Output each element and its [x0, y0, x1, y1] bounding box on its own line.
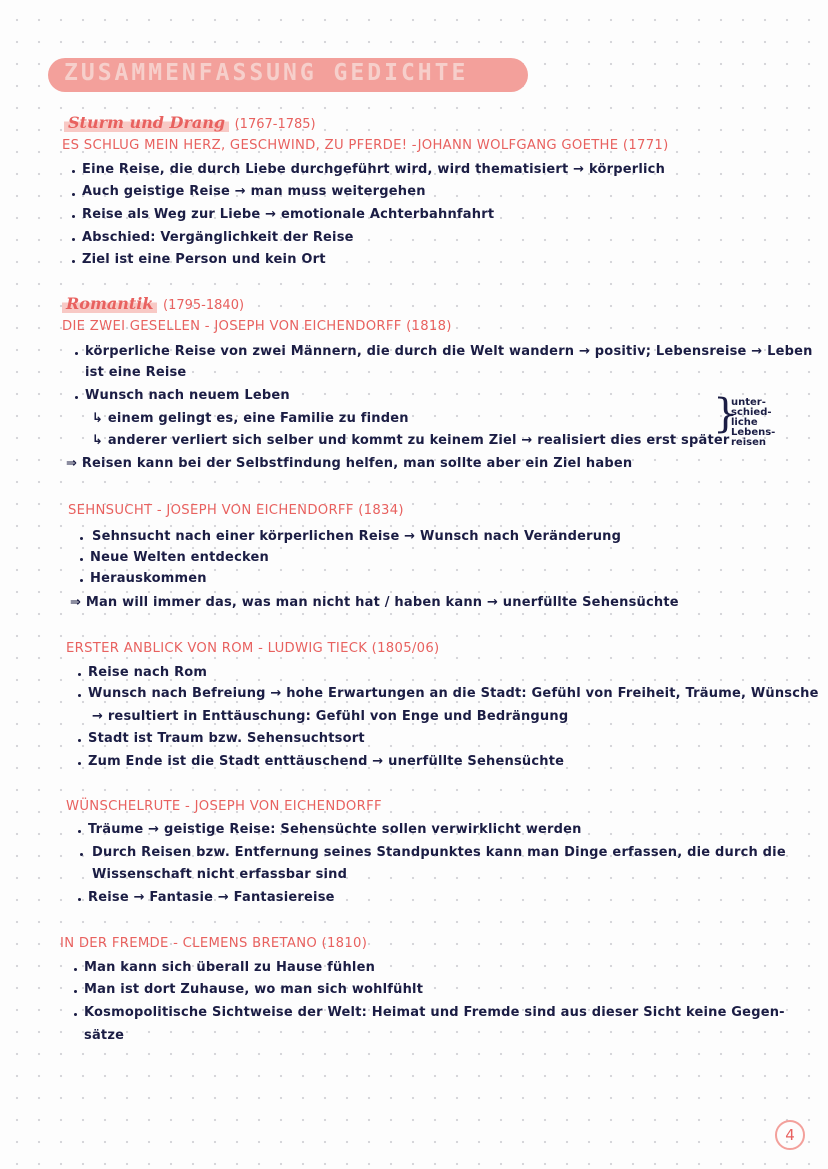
poem-title: ERSTER ANBLICK VON ROM - LUDWIG TIECK (1805/06) [66, 641, 440, 656]
bullet [72, 215, 75, 218]
bullet [80, 579, 83, 582]
brace-icon: } [713, 391, 739, 437]
poem-title: ES SCHLUG MEIN HERZ, GESCHWIND, ZU PFERDE! -JOHANN WOLFGANG GOETHE (1771) [62, 138, 669, 153]
era-name: Romantik [62, 294, 157, 313]
bullet [74, 990, 77, 993]
list-item: → resultiert in Enttäuschung: Gefühl von Enge und Bedrängung [92, 709, 569, 724]
bullet [78, 739, 81, 742]
list-item: Reise als Weg zur Liebe → emotionale Achterbahnfahrt [82, 207, 495, 222]
conclusion: ⇒ Reisen kann bei der Selbstfindung helfen, man sollte aber ein Ziel haben [66, 456, 633, 471]
list-item: Stadt ist Traum bzw. Sehensuchtsort [88, 731, 365, 746]
bullet [78, 673, 81, 676]
list-item: Zum Ende ist die Stadt enttäuschend → unerfüllte Sehensüchte [88, 754, 565, 769]
side-note: unter-schied-liche Lebens-reisen [731, 397, 776, 448]
list-item: Neue Welten entdecken [90, 550, 269, 565]
bullet [80, 558, 83, 561]
bullet [72, 260, 75, 263]
page-number: 4 [775, 1120, 805, 1150]
list-item: Herauskommen [90, 571, 207, 586]
era-heading-sturm-und-drang [64, 113, 316, 132]
bullet [78, 898, 81, 901]
list-item: Kosmopolitische Sichtweise der Welt: Heimat und Fremde sind aus dieser Sicht keine Gegen- [84, 1005, 785, 1020]
bullet [78, 830, 81, 833]
list-item: Abschied: Vergänglichkeit der Reise [82, 230, 354, 245]
era-years: (1795-1840) [163, 298, 245, 313]
bullet [80, 853, 83, 856]
list-item: körperliche Reise von zwei Männern, die durch die Welt wandern → positiv; Lebensreise → Leben [85, 344, 813, 359]
bullet [72, 170, 75, 173]
era-name: Sturm und Drang [64, 113, 229, 132]
list-item: sätze [84, 1028, 125, 1043]
bullet [75, 352, 78, 355]
page-title: ZUSAMMENFASSUNG GEDICHTE [64, 60, 469, 86]
list-item: Eine Reise, die durch Liebe durchgeführt wird, wird thematisiert → körperlich [82, 162, 666, 177]
poem-title: IN DER FREMDE - CLEMENS BRETANO (1810) [60, 936, 368, 951]
list-item: Sehnsucht nach einer körperlichen Reise → Wunsch nach Veränderung [92, 529, 622, 544]
era-years: (1767-1785) [234, 117, 316, 132]
poem-title: WÜNSCHELRUTE - JOSEPH VON EICHENDORFF [66, 799, 382, 814]
poem-title: DIE ZWEI GESELLEN - JOSEPH VON EICHENDORFF (1818) [62, 319, 452, 334]
bullet [75, 396, 78, 399]
list-item: ist eine Reise [85, 365, 187, 380]
bullet [72, 238, 75, 241]
list-item: Durch Reisen bzw. Entfernung seines Standpunktes kann man Dinge erfassen, die durch die [92, 845, 786, 860]
list-item: Man kann sich überall zu Hause fühlen [84, 960, 376, 975]
bullet [78, 694, 81, 697]
bullet [78, 762, 81, 765]
list-item: Reise nach Rom [88, 665, 208, 680]
bullet [72, 193, 75, 196]
list-item: Wunsch nach neuem Leben [85, 388, 290, 403]
list-item: Reise → Fantasie → Fantasiereise [88, 890, 335, 905]
conclusion: ⇒ Man will immer das, was man nicht hat / haben kann → unerfüllte Sehensüchte [70, 595, 679, 610]
list-item: ↳ einem gelingt es, eine Familie zu finden [92, 411, 409, 426]
bullet [80, 537, 83, 540]
era-heading-romantik [62, 294, 244, 313]
list-item: Man ist dort Zuhause, wo man sich wohlfühlt [84, 982, 424, 997]
list-item: Träume → geistige Reise: Sehensüchte sollen verwirklicht werden [88, 822, 582, 837]
list-item: Ziel ist eine Person und kein Ort [82, 252, 326, 267]
bullet [74, 968, 77, 971]
poem-title: SEHNSUCHT - JOSEPH VON EICHENDORFF (1834) [68, 503, 404, 518]
list-item: Wissenschaft nicht erfassbar sind [92, 867, 348, 882]
list-item: Auch geistige Reise → man muss weitergehen [82, 184, 426, 199]
list-item: ↳ anderer verliert sich selber und kommt zu keinem Ziel → realisiert dies erst später [92, 433, 730, 448]
list-item: Wunsch nach Befreiung → hohe Erwartungen an die Stadt: Gefühl von Freiheit, Träume, Wünsche [88, 686, 819, 701]
bullet [74, 1013, 77, 1016]
